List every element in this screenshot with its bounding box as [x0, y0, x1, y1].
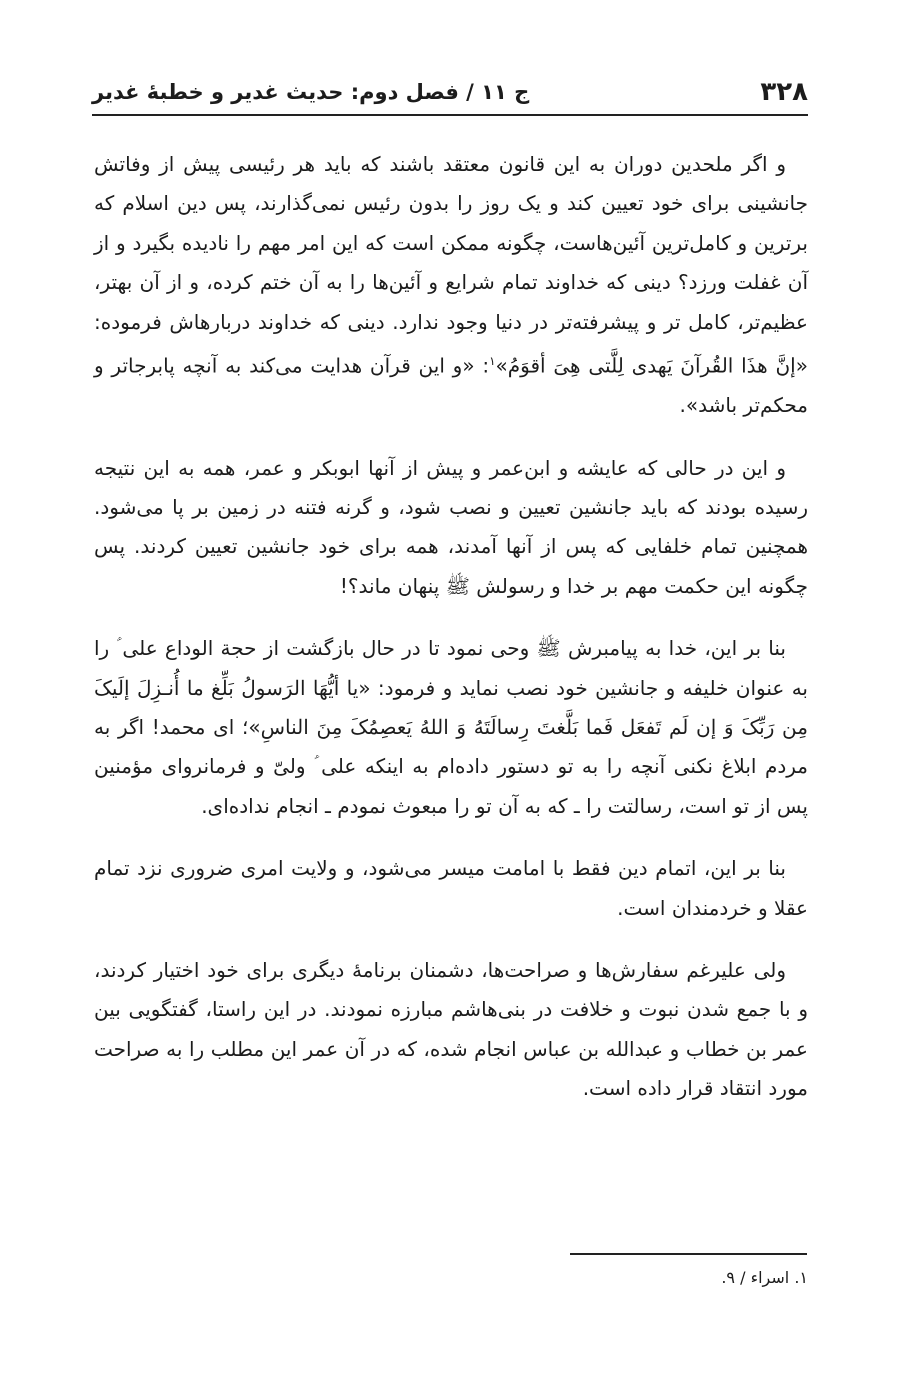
page-number: ۳۲۸	[760, 77, 808, 107]
quran-verse: إنَّ هذَا القُرآنَ یَهدی لِلَّتی هِیَ أقوَمُ	[507, 353, 796, 378]
paragraph-5	[94, 951, 808, 1109]
paragraph-4	[94, 849, 808, 928]
body-text	[94, 145, 808, 1132]
running-title: ج ۱۱ / فصل دوم: حدیث غدیر و خطبهٔ غدیر	[92, 80, 530, 104]
paragraph-2	[94, 449, 808, 607]
paragraph-text: : «و این قرآن هدایت می‌کند به آنچه پابرجاتر و محکم‌تر باشد».	[94, 353, 808, 418]
footnote-rule	[570, 1253, 807, 1255]
paragraph-text: ولی علیرغم سفارش‌ها و صراحت‌ها، دشمنان برنامهٔ دیگری برای خود اختیار کردند، و با جمع شدن نبوت و خلافت در بنی‌هاشم مبارزه نمودند. در این راستا، گفتگویی بین عمر بن خطاب و عبدالله بن عباس انجام شده، که در آن عمر این مطلب را به صراحت مورد انتقاد قرار داده است.	[94, 957, 808, 1101]
footnote-marker: ١	[489, 354, 496, 369]
quran-verse: یا أیُّهَا الرَسولُ بَلِّغ ما أُنـزِلَ إلَیکَ مِن رَبِّکَ وَ إن لَم تَفعَل فَما بَلَّغتَ رِسالَتَهُ وَ اللهُ یَعصِمُکَ مِنَ الناسِ	[94, 675, 808, 739]
paragraph-text: بنا بر این، اتمام دین فقط با امامت میسر می‌شود، و ولایت امری ضروری نزد تمام عقلا و خردمندان است.	[94, 856, 808, 920]
header-rule	[92, 114, 808, 116]
page-header	[92, 62, 808, 112]
paragraph-text: »؛ ای محمد! اگر به مردم ابلاغ نکنی آنچه را به تو دستور داده‌ام به اینکه علی ؑ ولیّ و فرمانروای مؤمنین پس از تو است، رسالتت را ـ که به آن تو را مبعوث نمودم ـ انجام نداده‌ای.	[94, 714, 808, 818]
paragraph-1	[94, 145, 808, 426]
paragraph-text: و این در حالی که عایشه و ابن‌عمر و پیش از آنها ابوبکر و عمر، همه به این نتیجه رسیده بودند که باید جانشین تعیین و نصب شود، و گرنه فتنه در زمین بر پا می‌شود. همچنین تمام خلفایی که پس از آنها آمدند، همه برای خود جانشین تعیین کردند. پس چگونه این حکمت مهم بر خدا و رسولش ﷺ پنهان ماند؟!	[94, 455, 808, 598]
paragraph-3	[94, 629, 808, 826]
footnote: ١. اسراء / ٩.	[721, 1268, 808, 1287]
paragraph-text: و اگر ملحدین دوران به این قانون معتقد باشند که باید هر رئیسی پیش از وفاتش جانشینی برای خود تعیین کند و یک روز را بدون رئیس نمی‌گذارند، پس دین اسلام که برترین و کامل‌ترین آئین‌هاست، چگونه ممکن است که این امر مهم را نادیده بگیرد و از آن غفلت ورزد؟ دینی که خداوند تمام شرایع و آئین‌ها را به آن ختم کرده، و از آن بهتر، عظیم‌تر، کامل تر و پیشرفته‌تر در دنیا وجود ندارد. دینی که خداوند دربارهاش فرموده: «	[94, 152, 808, 378]
paragraph-text: بنا بر این، خدا به پیامبرش ﷺ وحی نمود تا در حال بازگشت از حجة الوداع علی ؑ را به عنوان خلیفه و جانشین خود نصب نماید و فرمود: «	[94, 636, 808, 700]
paragraph-text: »	[495, 353, 508, 378]
